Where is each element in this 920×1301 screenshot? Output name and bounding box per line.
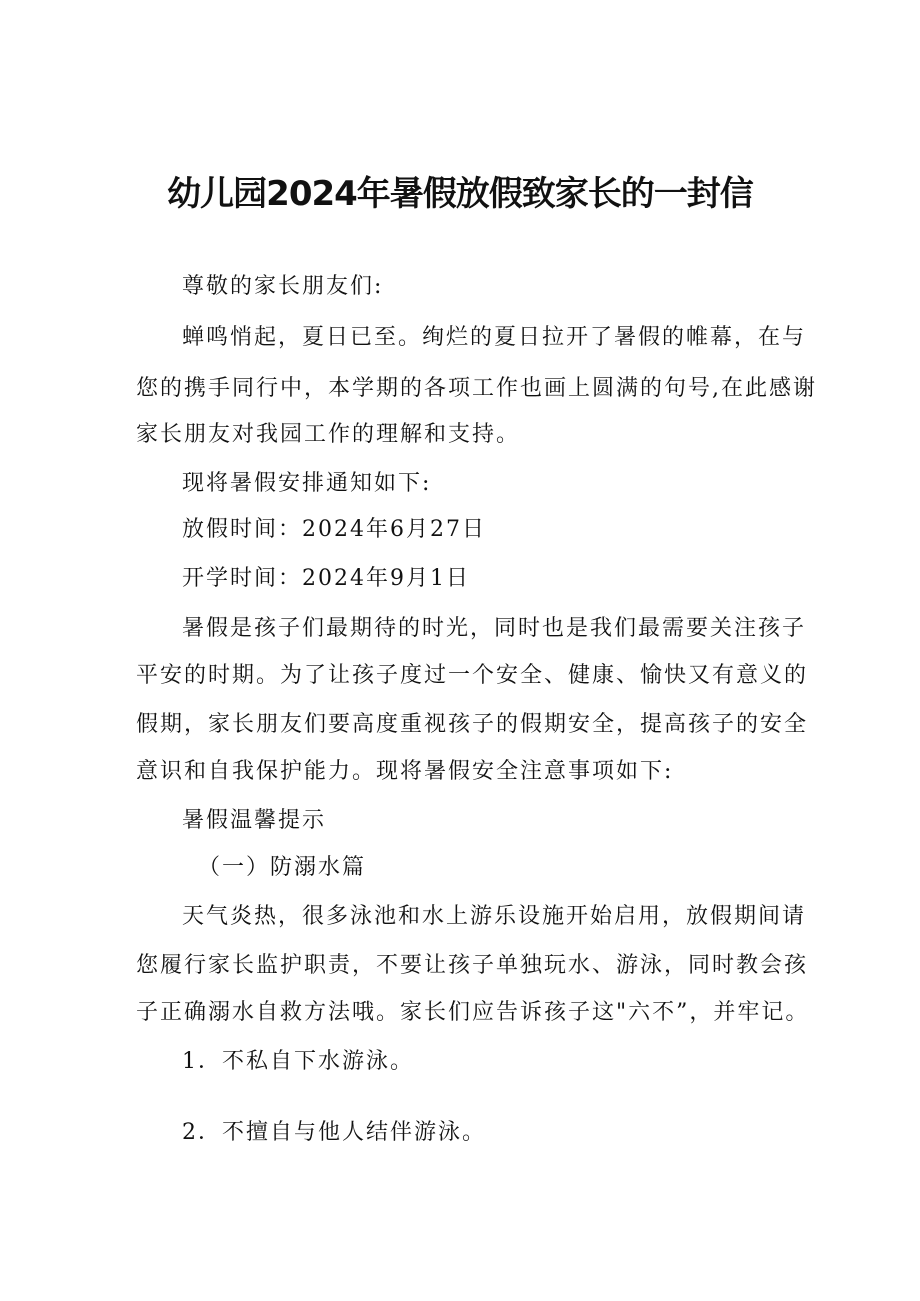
salutation: 尊敬的家长朋友们: xyxy=(182,274,384,299)
paragraph-1-line-3: 家长朋友对我园工作的理解和支持。 xyxy=(136,422,521,447)
paragraph-2-line-4: 意识和自我保护能力。现将暑假安全注意事项如下: xyxy=(136,759,674,784)
document-title: 幼儿园2024年暑假放假致家长的一封信 xyxy=(167,174,753,214)
paragraph-3-line-2: 您履行家长监护职责，不要让孩子单独玩水、游泳，同时教会孩 xyxy=(136,953,809,978)
paragraph-1-line-1: 蝉鸣悄起，夏日已至。绚烂的夏日拉开了暑假的帷幕，在与 xyxy=(182,325,807,350)
rule-2: 2．不擅自与他人结伴游泳。 xyxy=(182,1120,486,1145)
paragraph-2-line-2: 平安的时期。为了让孩子度过一个安全、健康、愉快又有意义的 xyxy=(136,663,809,688)
tips-heading: 暑假温馨提示 xyxy=(182,808,327,833)
rule-1: 1．不私自下水游泳。 xyxy=(182,1049,414,1074)
paragraph-1-line-2: 您的携手同行中，本学期的各项工作也画上圆满的句号,在此感谢 xyxy=(136,376,817,401)
paragraph-3-line-3: 子正确溺水自救方法哦。家长们应告诉孩子这"六不”，并牢记。 xyxy=(136,1000,810,1025)
paragraph-3-line-1: 天气炎热，很多泳池和水上游乐设施开始启用，放假期间请 xyxy=(182,904,807,929)
school-start-date: 开学时间：2024年9月1日 xyxy=(182,566,470,591)
section-1-heading: （一）防溺水篇 xyxy=(198,855,367,880)
holiday-start-date: 放假时间：2024年6月27日 xyxy=(182,517,486,542)
paragraph-2-line-1: 暑假是孩子们最期待的时光，同时也是我们最需要关注孩子 xyxy=(182,616,807,641)
paragraph-2-line-3: 假期，家长朋友们要高度重视孩子的假期安全，提高孩子的安全 xyxy=(136,712,809,737)
notice-intro: 现将暑假安排通知如下: xyxy=(182,471,432,496)
